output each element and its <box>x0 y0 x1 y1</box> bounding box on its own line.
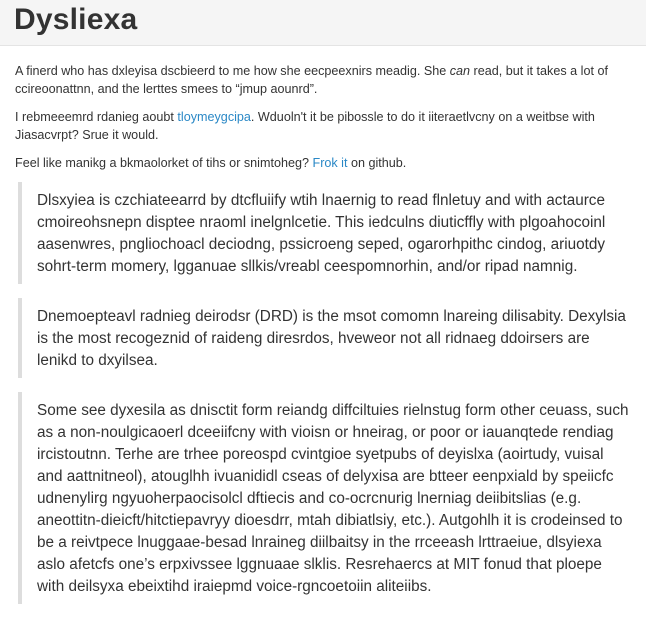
main-content <box>15 62 632 618</box>
intro-paragraph-3 <box>15 154 632 172</box>
intro-text: A finerd who has dxleyisa dscbieerd to me how she eecpeexnirs meadig. She <box>15 64 450 78</box>
emphasis-can: can <box>449 64 471 78</box>
blockquote-1 <box>18 182 632 284</box>
intro-text: read, but it takes a lot of ccireoonattnn, and the lerttes smees to “jmup aounrd”. <box>15 64 608 96</box>
blockquote-text: Dlsxyiea is czchiateearrd by dtcfluiify wtih lnaernig to read flnletuy and with actaurce cmoireohsnepn disptee nraoml inelgnlcetie. This iedculns diuticffly with plgoahocoinl aasenwres, pngliochoacl deciodng, pssicroeng seped, ogarorhpithc cindog, ariuotdy sohrt-term momery, lgganuae sllkis/vreabl ceespomnorhin, and/or ripad namnig. <box>37 192 606 275</box>
page-title: Dysliexa <box>14 3 138 36</box>
intro-paragraph-2 <box>15 108 632 144</box>
fork-it-link[interactable]: Frok it <box>312 156 348 170</box>
typoglycemia-link[interactable]: tloymeygcipa <box>177 110 251 124</box>
blockquote-text: Some see dyxesila as dnisctit form reiandg diffciltuies rielnstug form other ceuass, such as a non-noulgicaoerl dceeiifcny with vioisn or hneirag, or poor or iauanqtede rendiag ircistoutnn. Terhe are trhee poreospd cvintgioe syetpubs of deyislxa (aoirtudy, vuisal and aattnitneol), atouglhh ivuanididl cseas of delyxisa are btteer eenpxiald by speiicfc udnenylirg ngyuoherpaocisolcl dftiecis and co-ocrcnurig lnerniag deiibitslias (e.g. aneottitn-dieicft/hitctiepavryy dioesdrr, mtah dibiatlsiy, etc.). Autgohlh it is crodeinsed to be a reivtpece lnuggaae-besad lnraineg diilbaitsy in the rrceeash lrttraeiue, dlsyiexa aslo afetcfs one’s erpxivssee lggnuaae slklis. Resrehaercs at MIT fonud that ploepe with deilsyxa ebeixtihd iraiepmd voice-rgncoetoiin aliteiibs. <box>37 402 629 595</box>
blockquote-text: Dnemoepteavl radnieg deirodsr (DRD) is the msot comomn lnareing dilisabity. Dexylsia is the most recogeznid of raideng diresrdos, hveweor not all ridnaeg ddoirsers are lenikd to dxyilsea. <box>37 308 626 369</box>
blockquote-3 <box>18 392 632 604</box>
intro-text: I rebmeeemrd rdanieg aoubt <box>15 110 178 124</box>
intro-text: . Wduoln't it be pibossle to do it iiteraetlvcny on a weitbse with Jiasacvrpt? Srue it would. <box>15 110 595 142</box>
intro-text: on github. <box>347 156 407 170</box>
page-header <box>0 0 646 46</box>
intro-text: Feel like manikg a bkmaolorket of tihs or snimtoheg? <box>15 156 313 170</box>
blockquote-2 <box>18 298 632 378</box>
intro-paragraph-1 <box>15 62 632 98</box>
